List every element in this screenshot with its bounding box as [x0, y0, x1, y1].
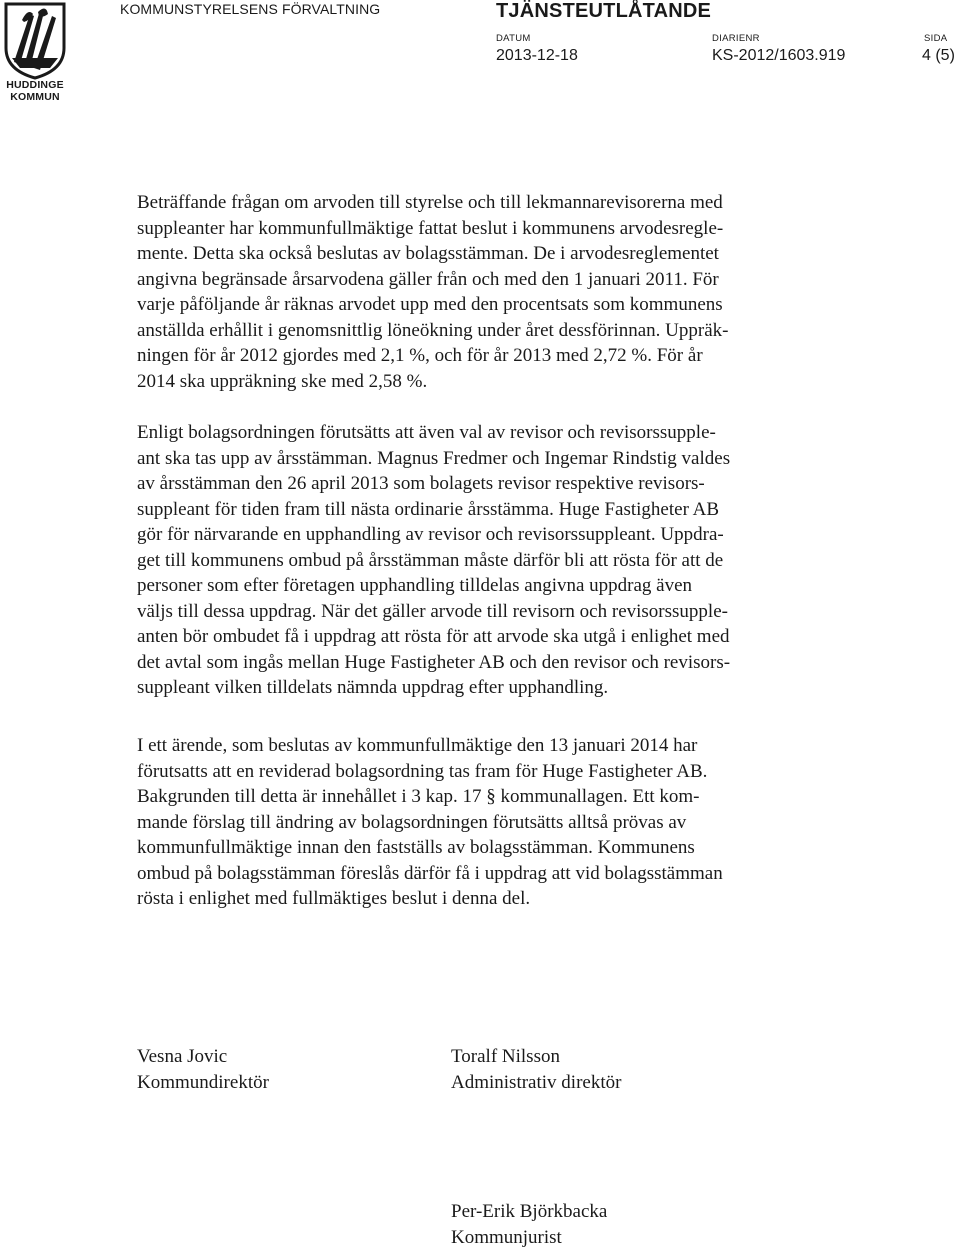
- text-line: varje påföljande år räknas arvodet upp med den procentsats som kommunens: [137, 294, 723, 315]
- text-line: suppleanter har kommunfullmäktige fattat beslut i kommunens arvodesregle-: [137, 217, 724, 239]
- text-line: anställda erhållit i genomsnittlig löneökning under året dessförinnan. Uppräk-: [137, 319, 729, 341]
- text-line: angivna begränsade årsarvodena gäller från och med den 1 januari 2011. För: [137, 268, 719, 290]
- text-line: personer som efter företagen upphandling tilldelas angivna uppdrag även: [137, 575, 693, 596]
- text-line: väljs till dessa uppdrag. När det gäller arvode till revisorn och revisorssupple-: [137, 600, 728, 622]
- text-line: suppleant vilken tilldelats nämnda uppdrag efter upphandling.: [137, 677, 609, 698]
- text-line: rösta i enlighet med fullmäktiges beslut i denna del.: [137, 888, 531, 909]
- date-label: DATUM: [496, 33, 531, 44]
- text-line: kommunfullmäktige innan den fastställs av bolagsstämman. Kommunens: [137, 837, 695, 858]
- text-line: I ett ärende, som beslutas av kommunfullmäktige den 13 januari 2014 har: [137, 735, 698, 756]
- text-line: ningen för år 2012 gjordes med 2,1 %, och för år 2013 med 2,72 %. För år: [137, 345, 703, 366]
- signatory-name: Per-Erik Björkbacka: [451, 1201, 608, 1222]
- signature-block: [451, 1199, 607, 1251]
- signatory-title: Kommunjurist: [451, 1227, 562, 1248]
- text-line: ant ska tas upp av årsstämman. Magnus Fredmer och Ingemar Rindstig valdes: [137, 447, 731, 469]
- text-line: Enligt bolagsordningen förutsätts att även val av revisor och revisorssupple-: [137, 422, 716, 443]
- page-label: SIDA: [924, 33, 948, 44]
- text-line: 2014 ska uppräkning ske med 2,58 %.: [137, 370, 428, 392]
- text-line: det avtal som ingås mellan Huge Fastigheter AB och den revisor och revisors-: [137, 651, 731, 673]
- logo-text-line: KOMMUN: [10, 90, 60, 103]
- text-line: suppleant för tiden fram till nästa ordinarie årsstämma. Huge Fastigheter AB: [137, 498, 719, 520]
- text-line: förutsatts att en reviderad bolagsordning tas fram för Huge Fastigheter AB.: [137, 760, 708, 782]
- signatory-name: Vesna Jovic: [137, 1046, 228, 1067]
- text-line: gör för närvarande en upphandling av revisor och revisorssuppleant. Uppdra-: [137, 524, 724, 545]
- text-line: Bakgrunden till detta är innehållet i 3 kap. 17 § kommunallagen. Ett kom-: [137, 786, 700, 807]
- signatory-title: Administrativ direktör: [451, 1072, 622, 1093]
- organization-name: KOMMUNSTYRELSENS FÖRVALTNING: [120, 1, 381, 17]
- signature-block: [137, 1044, 269, 1096]
- coat-of-arms-icon: [0, 0, 70, 80]
- signatory-title: Kommundirektör: [137, 1072, 269, 1093]
- signatory-name: Toralf Nilsson: [451, 1046, 560, 1067]
- logo-wordmark: [0, 80, 70, 103]
- paragraph: [137, 733, 837, 912]
- text-line: ombud på bolagsstämman föreslås därför få i uppdrag att vid bolagsstämman: [137, 862, 723, 884]
- text-line: anten bör ombudet få i uppdrag att rösta för att arvode ska utgå i enlighet med: [137, 626, 730, 647]
- text-line: Beträffande frågan om arvoden till styrelse och till lekmannarevisorerna med: [137, 192, 723, 213]
- signature-block: [451, 1044, 621, 1096]
- text-line: mente. Detta ska också beslutas av bolagsstämman. De i arvodesreglementet: [137, 243, 719, 264]
- text-line: mande förslag till ändring av bolagsordningen förutsätts alltså prövas av: [137, 811, 687, 833]
- document-type: TJÄNSTEUTLÅTANDE: [496, 0, 712, 22]
- paragraph: [137, 420, 837, 701]
- diarie-label: DIARIENR: [712, 33, 760, 44]
- logo-text-line: HUDDINGE: [6, 79, 64, 91]
- date-value: 2013-12-18: [496, 47, 578, 64]
- text-line: get till kommunens ombud på årsstämman måste därför bli att rösta för att de: [137, 549, 724, 571]
- diarie-value: KS-2012/1603.919: [712, 47, 846, 64]
- text-line: av årsstämman den 26 april 2013 som bolagets revisor respektive revisors-: [137, 473, 705, 494]
- paragraph: [137, 190, 837, 394]
- page-value: 4 (5): [922, 47, 955, 64]
